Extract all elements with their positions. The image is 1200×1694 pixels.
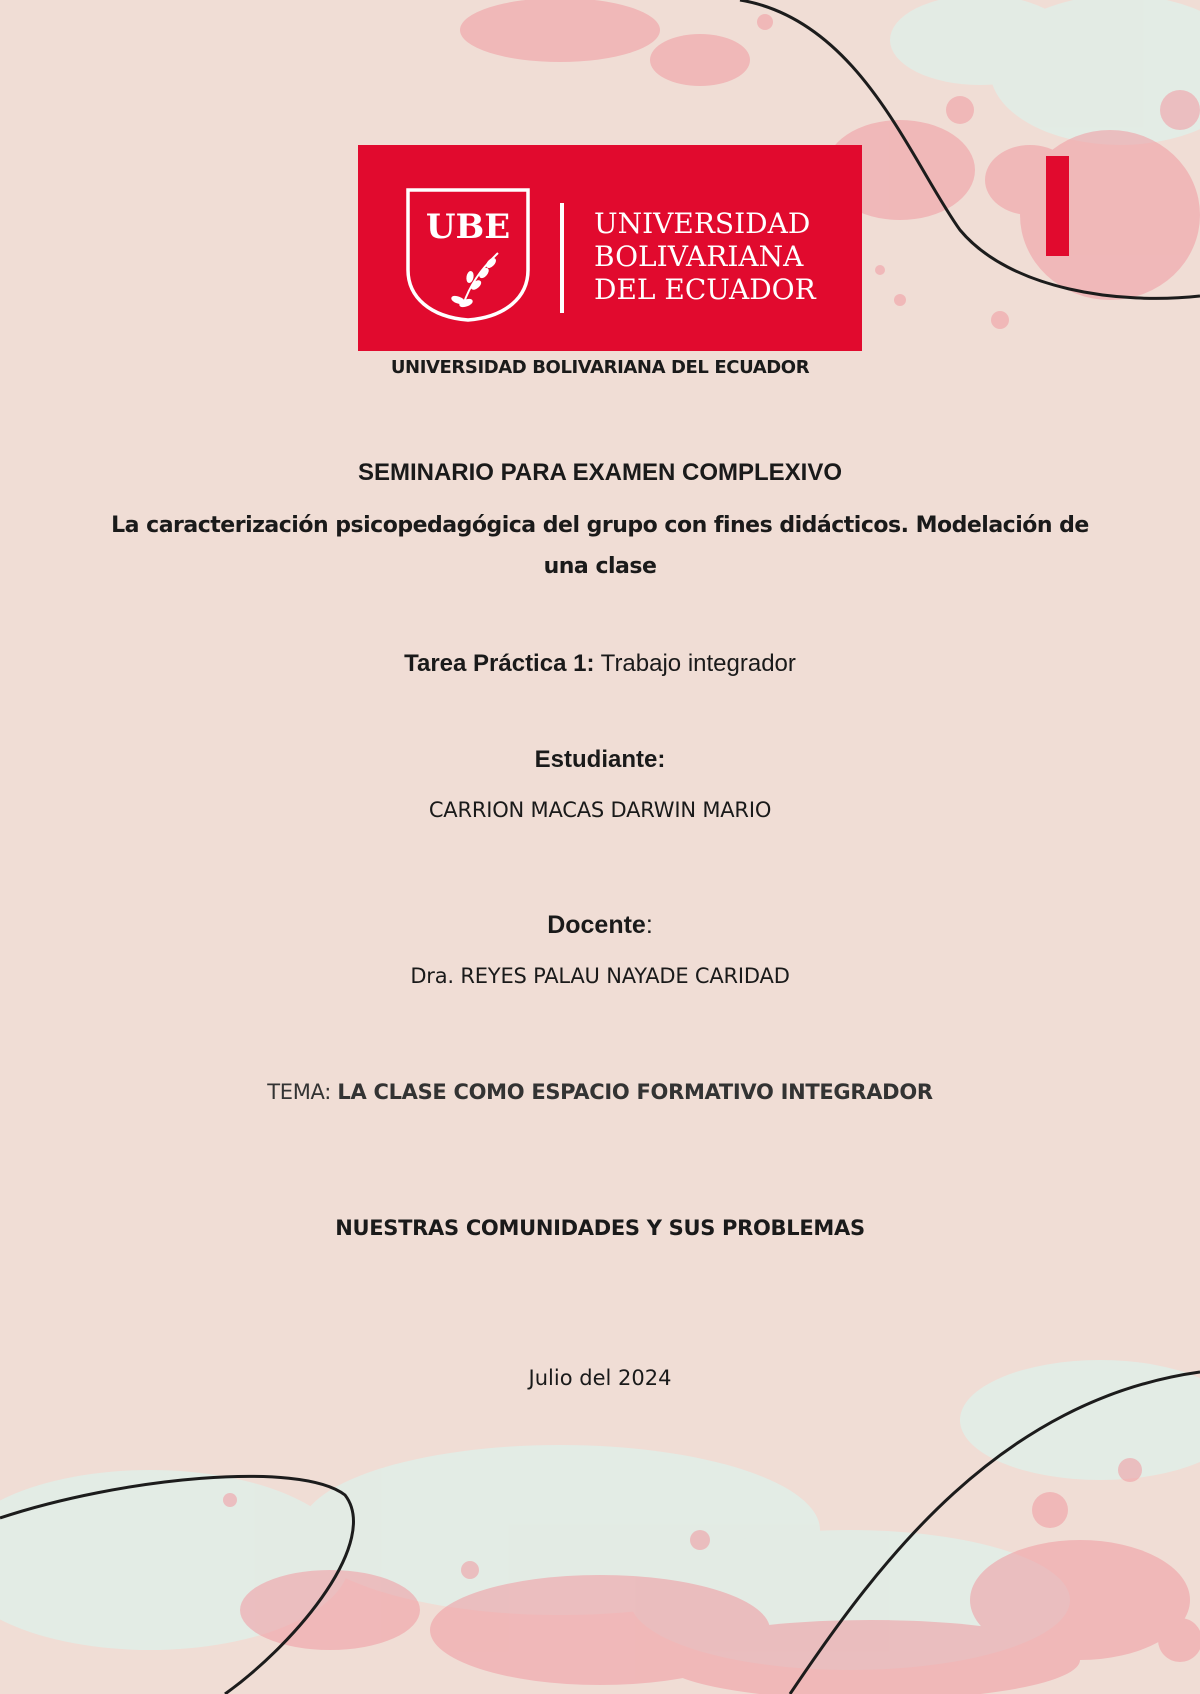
teacher-label: Docente xyxy=(547,911,646,939)
logo-name-line-1: UNIVERSIDAD xyxy=(594,207,811,240)
seminar-title: SEMINARIO PARA EXAMEN COMPLEXIVO xyxy=(357,459,843,486)
task-value: Trabajo integrador xyxy=(600,650,796,677)
red-accent-bar xyxy=(1046,156,1069,256)
document-date: Julio del 2024 xyxy=(528,1366,672,1390)
student-label: Estudiante: xyxy=(534,746,666,773)
teacher-name: Dra. REYES PALAU NAYADE CARIDAD xyxy=(410,964,790,988)
teacher-heading xyxy=(0,911,1200,940)
university-caption: UNIVERSIDAD BOLIVARIANA DEL ECUADOR xyxy=(390,357,810,378)
topic-value: LA CLASE COMO ESPACIO FORMATIVO INTEGRADOR xyxy=(337,1080,933,1104)
logo-shield-text: UBE xyxy=(425,207,511,247)
teacher-label-colon: : xyxy=(645,911,653,939)
university-logo xyxy=(358,145,862,351)
document-subtitle: La caracterización psicopedagógica del grupo con fines didácticos. Modelación de una clase xyxy=(111,513,1089,579)
logo-name-line-2: BOLIVARIANA xyxy=(594,240,804,273)
logo-name-line-3: DEL ECUADOR xyxy=(594,273,816,306)
logo-divider xyxy=(560,203,564,313)
community-title: NUESTRAS COMUNIDADES Y SUS PROBLEMAS xyxy=(335,1216,865,1240)
task-label: Tarea Práctica 1: xyxy=(404,650,595,677)
topic-label: TEMA: xyxy=(267,1080,332,1104)
topic-line xyxy=(0,1080,1200,1104)
task-line xyxy=(0,650,1200,678)
student-name: CARRION MACAS DARWIN MARIO xyxy=(428,798,772,822)
